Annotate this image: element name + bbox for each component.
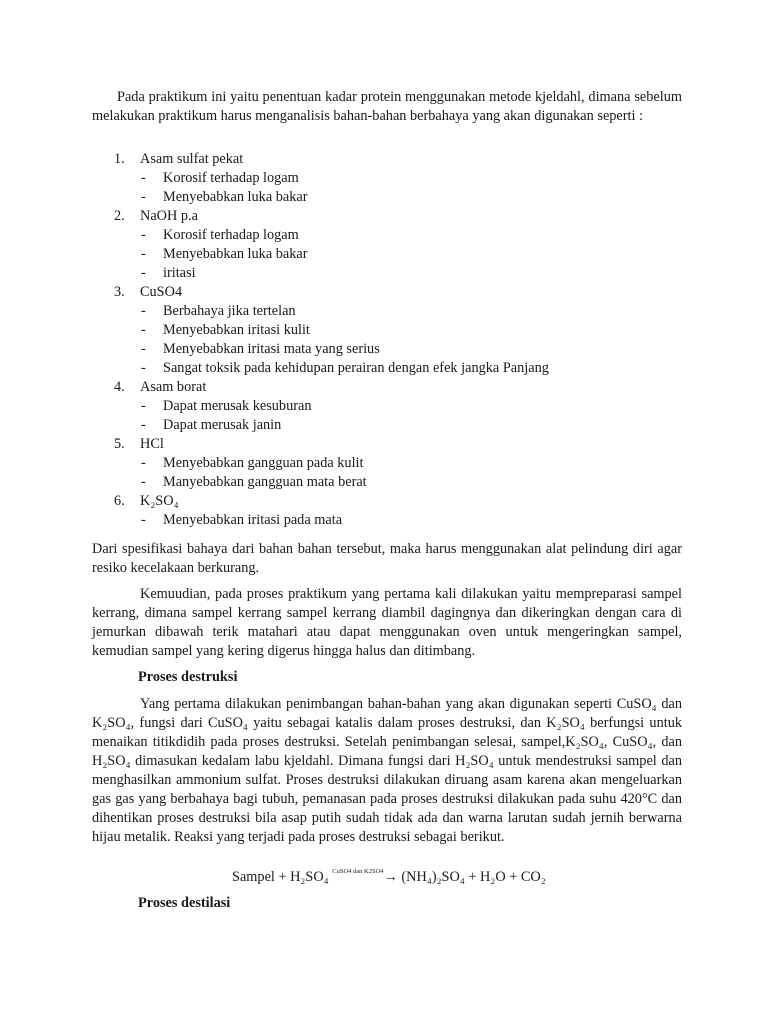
hazard-item xyxy=(92,207,692,283)
heading-distillation: Proses destilasi xyxy=(138,895,231,911)
intro-paragraph: Pada praktikum ini yaitu penentuan kadar protein menggunakan metode kjeldahl, dimana sebelum melakukan praktikum harus menganalisis bahan-bahan berbahaya yang akan digunakan seperti : xyxy=(92,89,682,124)
hazard-effect xyxy=(140,511,692,530)
hazard-number: 6. xyxy=(114,493,125,509)
heading-destruction: Proses destruksi xyxy=(138,669,238,685)
hazard-effects xyxy=(140,454,692,492)
hazard-name: CuSO4 xyxy=(140,284,183,300)
hazard-effects xyxy=(140,226,692,283)
hazard-item xyxy=(92,150,692,207)
reaction-reactants: Sampel + H₂SO₄ xyxy=(232,869,329,885)
bullet-dash: - xyxy=(141,322,146,338)
hazard-effect-text: Menyebabkan iritasi mata yang serius xyxy=(163,341,380,357)
hazard-effect xyxy=(140,454,692,473)
preparation-paragraph: Kemuudian, pada proses praktikum yang pertama kali dilakukan yaitu mempreparasi sampel kerrang, dimana sampel kerrang sampel kerrang diambil dagingnya dan dikeringkan dengan cara di jemurkan dibawah terik matahari atau dapat menggunakan oven untuk mengeringkan sampel, kemudian sampel yang kering digerus hingga halus dan ditimbang. xyxy=(92,586,682,659)
hazard-effect xyxy=(140,340,692,359)
hazard-effect xyxy=(140,416,692,435)
hazard-effects xyxy=(140,397,692,435)
bullet-dash: - xyxy=(141,474,146,490)
hazard-number: 1. xyxy=(114,151,125,167)
intro-paragraph-block xyxy=(92,88,682,126)
hazard-item xyxy=(92,435,692,492)
bullet-dash: - xyxy=(141,265,146,281)
hazard-effect xyxy=(140,169,692,188)
bullet-dash: - xyxy=(141,227,146,243)
hazard-effect xyxy=(140,397,692,416)
hazard-effect-text: Berbahaya jika tertelan xyxy=(163,303,296,319)
bullet-dash: - xyxy=(141,512,146,528)
hazard-effect-text: Menyebabkan iritasi kulit xyxy=(163,322,310,338)
hazard-name: K₂SO₄ xyxy=(140,493,179,509)
hazard-item xyxy=(92,378,692,435)
hazard-effect-text: Dapat merusak kesuburan xyxy=(163,398,312,414)
hazard-effect-text: Menyebabkan iritasi pada mata xyxy=(163,512,343,528)
hazard-effect xyxy=(140,226,692,245)
reaction-equation xyxy=(232,868,546,889)
reaction-products: (NH₄)₂SO₄ + H₂O + CO₂ xyxy=(401,869,546,885)
hazard-effect xyxy=(140,188,692,207)
hazard-number: 3. xyxy=(114,284,125,300)
hazard-effect-text: Menyebabkan luka bakar xyxy=(163,246,308,262)
conclusion-block xyxy=(92,540,682,578)
hazard-number: 2. xyxy=(114,208,125,224)
preparation-block xyxy=(92,585,682,661)
hazard-effect xyxy=(140,321,692,340)
bullet-dash: - xyxy=(141,170,146,186)
hazard-effect-text: Korosif terhadap logam xyxy=(163,227,299,243)
hazard-effect-text: Sangat toksik pada kehidupan perairan dengan efek jangka Panjang xyxy=(163,360,549,376)
hazard-effect xyxy=(140,245,692,264)
destruction-block xyxy=(92,695,682,847)
hazard-name: Asam borat xyxy=(140,379,207,395)
hazard-effect xyxy=(140,302,692,321)
hazard-effects xyxy=(140,511,692,530)
hazard-number: 5. xyxy=(114,436,125,452)
hazard-effect-text: iritasi xyxy=(163,265,196,281)
hazard-effect-text: Korosif terhadap logam xyxy=(163,170,299,186)
hazard-effect-text: Dapat merusak janin xyxy=(163,417,282,433)
bullet-dash: - xyxy=(141,360,146,376)
hazard-effect xyxy=(140,264,692,283)
hazard-item xyxy=(92,283,692,378)
hazard-name: Asam sulfat pekat xyxy=(140,151,244,167)
bullet-dash: - xyxy=(141,341,146,357)
hazard-name: NaOH p.a xyxy=(140,208,198,224)
bullet-dash: - xyxy=(141,189,146,205)
hazard-item xyxy=(92,492,692,530)
bullet-dash: - xyxy=(141,303,146,319)
reaction-arrow: → xyxy=(383,869,398,885)
hazard-effect-text: Menyebabkan luka bakar xyxy=(163,189,308,205)
hazard-effect-text: Menyebabkan gangguan pada kulit xyxy=(163,455,364,471)
destruction-paragraph: Yang pertama dilakukan penimbangan bahan-bahan yang akan digunakan seperti CuSO₄ dan K₂SO₄, fungsi dari CuSO₄ yaitu sebagai katalis dalam proses destruksi, dan K₂SO₄ berfungsi untuk menaikan titikdidih pada proses destruksi. Setelah penimbangan selesai, sampel,K₂SO₄, CuSO₄, dan H₂SO₄ dimasukan kedalam labu kjeldahl. Dimana fungsi dari H₂SO₄ untuk mendestruksi sampel dan menghasilkan ammonium sulfat. Proses destruksi dilakukan diruang asam karena akan mengeluarkan gas gas yang berbahaya bagi tubuh, pemanasan pada proses destruksi dilakukan pada suhu 420°C dan dihentikan proses destruksi bila asap putih sudah tidak ada dan warna larutan sudah jernih berwarna hijau metalik. Reaksi yang terjadi pada proses destruksi sebagai berikut. xyxy=(92,696,682,845)
bullet-dash: - xyxy=(141,398,146,414)
hazard-list xyxy=(92,150,692,530)
conclusion-paragraph: Dari spesifikasi bahaya dari bahan bahan tersebut, maka harus menggunakan alat pelindung diri agar resiko kecelakaan berkurang. xyxy=(92,541,682,576)
hazard-number: 4. xyxy=(114,379,125,395)
bullet-dash: - xyxy=(141,455,146,471)
hazard-effect xyxy=(140,473,692,492)
hazard-effect xyxy=(140,359,692,378)
hazard-effect-text: Manyebabkan gangguan mata berat xyxy=(163,474,367,490)
bullet-dash: - xyxy=(141,417,146,433)
bullet-dash: - xyxy=(141,246,146,262)
hazard-name: HCl xyxy=(140,436,164,452)
reaction-catalyst: CuSO4 dan K2SO4 xyxy=(332,868,384,875)
hazard-effects xyxy=(140,302,692,378)
hazard-effects xyxy=(140,169,692,207)
